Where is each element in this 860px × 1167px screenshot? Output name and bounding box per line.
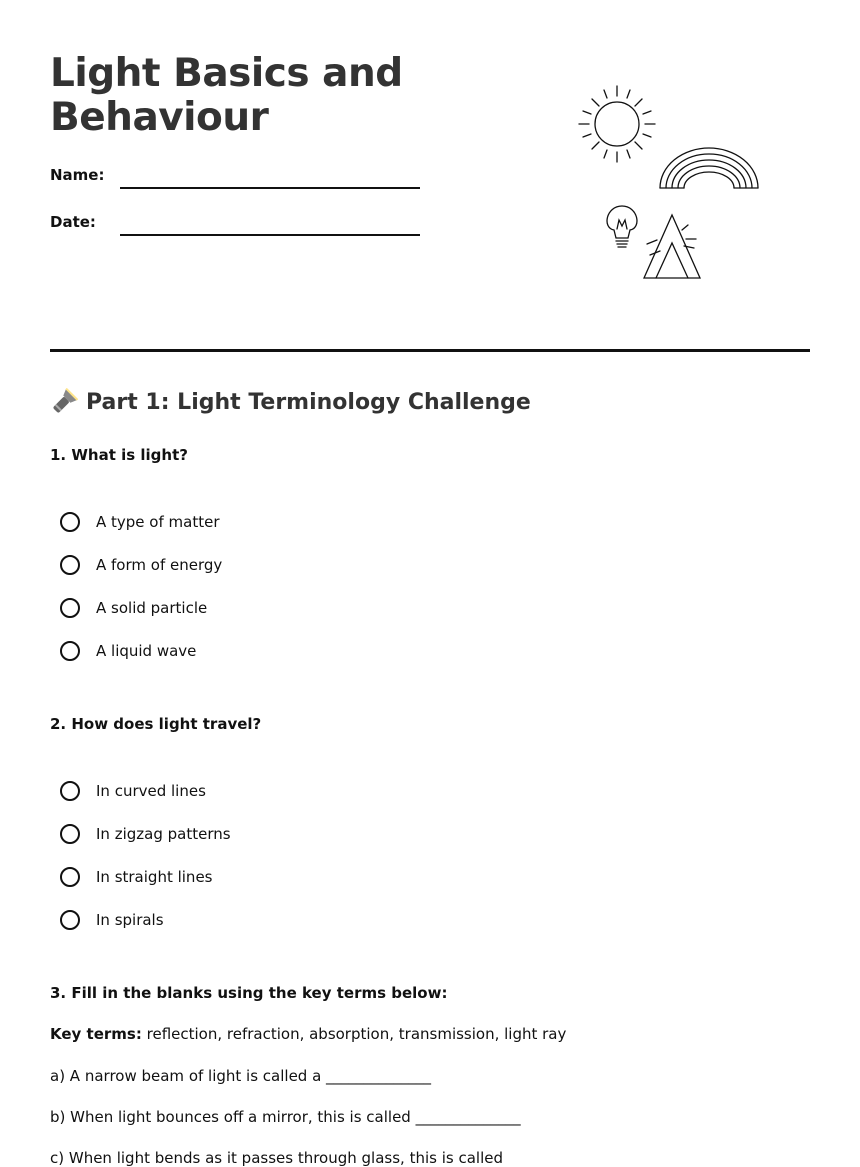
q2-option-d[interactable]: [60, 910, 164, 930]
light-illustrations: [570, 80, 770, 290]
q2-option-b[interactable]: [60, 824, 231, 844]
part1-title: [50, 388, 531, 416]
radio-button[interactable]: [60, 781, 80, 801]
name-label: Name:: [50, 166, 105, 184]
question-3: 3. Fill in the blanks using the key terms below:: [50, 984, 448, 1002]
option-label: A type of matter: [96, 513, 220, 531]
date-field[interactable]: [120, 234, 420, 236]
fill-blank-b[interactable]: b) When light bounces off a mirror, this is called ______________: [50, 1108, 521, 1126]
radio-button[interactable]: [60, 512, 80, 532]
fill-blank-a[interactable]: a) A narrow beam of light is called a ______________: [50, 1067, 432, 1085]
q1-option-b[interactable]: [60, 555, 222, 575]
radio-button[interactable]: [60, 867, 80, 887]
radio-button[interactable]: [60, 555, 80, 575]
option-label: A liquid wave: [96, 642, 197, 660]
name-field[interactable]: [120, 187, 420, 189]
option-label: In spirals: [96, 911, 164, 929]
fill-blank-c[interactable]: c) When light bends as it passes through glass, this is called: [50, 1149, 503, 1167]
title-line-1: Light Basics and: [50, 51, 403, 96]
question-1: 1. What is light?: [50, 446, 188, 464]
page-title: [50, 52, 403, 140]
flashlight-icon: [50, 388, 78, 416]
radio-button[interactable]: [60, 598, 80, 618]
option-label: A solid particle: [96, 599, 208, 617]
option-label: In straight lines: [96, 868, 213, 886]
key-terms-list: reflection, refraction, absorption, transmission, light ray: [146, 1025, 567, 1043]
radio-button[interactable]: [60, 641, 80, 661]
title-line-2: Behaviour: [50, 95, 269, 140]
q1-option-a[interactable]: [60, 512, 220, 532]
date-label: Date:: [50, 213, 96, 231]
option-label: In curved lines: [96, 782, 206, 800]
key-terms: [50, 1025, 566, 1043]
question-2: 2. How does light travel?: [50, 715, 262, 733]
sun-icon: [579, 86, 655, 162]
rainbow-icon: [660, 148, 758, 188]
q2-option-a[interactable]: [60, 781, 206, 801]
prism-icon: [644, 215, 700, 278]
q1-option-d[interactable]: [60, 641, 196, 661]
option-label: A form of energy: [96, 556, 223, 574]
q1-option-c[interactable]: [60, 598, 207, 618]
option-label: In zigzag patterns: [96, 825, 231, 843]
q2-option-c[interactable]: [60, 867, 212, 887]
radio-button[interactable]: [60, 910, 80, 930]
key-terms-label: Key terms:: [50, 1025, 142, 1043]
part1-title-text: Part 1: Light Terminology Challenge: [86, 389, 531, 415]
radio-button[interactable]: [60, 824, 80, 844]
light-bulb-icon: [607, 206, 637, 247]
section-divider: [50, 349, 810, 352]
